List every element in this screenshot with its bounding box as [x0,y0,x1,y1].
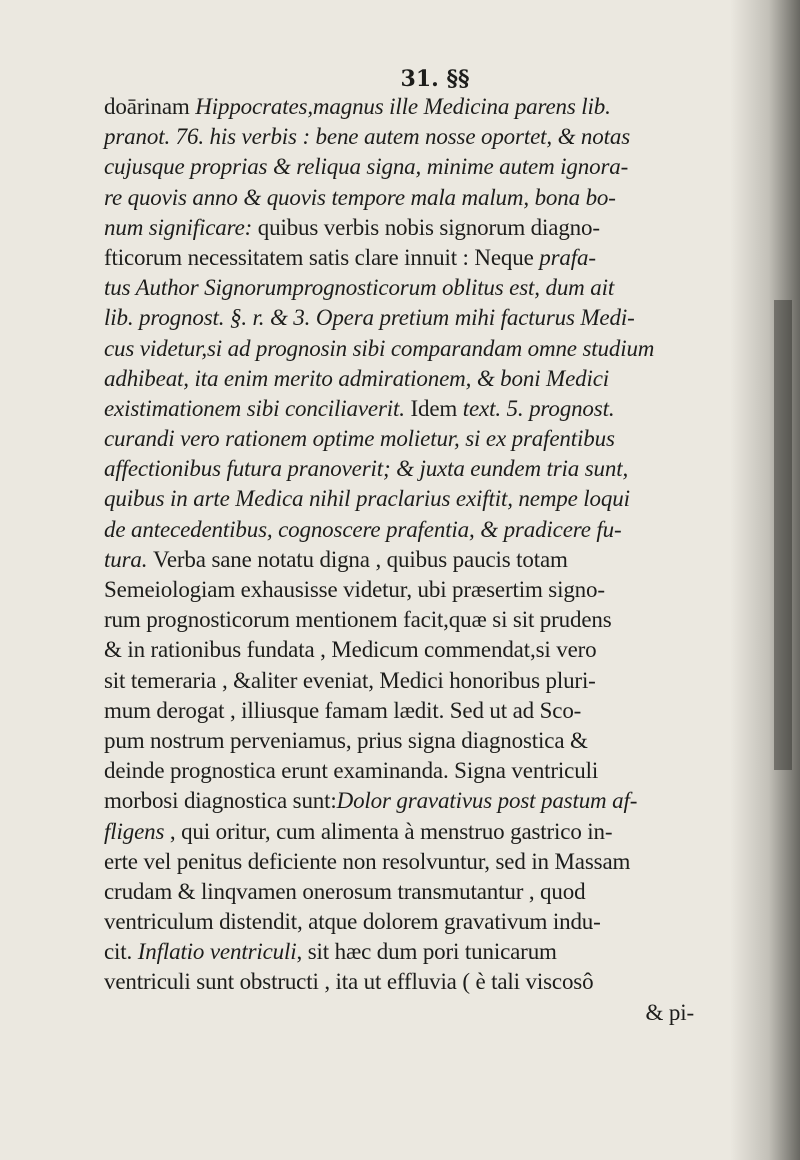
roman-segment: Semeiologiam exhausisse videtur, ubi præsertim signo- [104,577,605,602]
italic-segment: Dolor gravativus post pastum af- [336,788,638,814]
catchword: & pi- [645,999,694,1025]
text-line [104,817,734,847]
roman-segment: Idem [410,395,463,421]
roman-segment: fticorum necessitatem satis clare innuit : Neque [104,244,540,270]
italic-segment: fligens [104,818,165,844]
italic-segment: Hippocrates,magnus ille Medicina parens lib. [195,94,611,119]
text-line [104,394,734,424]
italic-segment: text. 5. prognost. [462,395,615,421]
text-line [104,122,734,152]
italic-segment: existimationem sibi conciliaverit. [104,395,411,421]
text-line [104,484,734,514]
text-line [104,334,734,364]
text-line [104,937,734,967]
binding-edge [774,300,792,770]
italic-segment: re quovis anno & quovis tempore mala malum, bona bo- [104,184,616,210]
text-line [104,454,734,484]
text-line [104,907,734,937]
text-line [104,605,734,635]
italic-segment: pranot. 76. his verbis : bene autem nosse oportet, & notas [104,124,631,150]
page-header: 31. §§ [400,66,470,92]
text-line [104,364,734,394]
italic-segment: curandi vero rationem optime molietur, si ex prafentibus [104,426,615,452]
text-line [104,967,734,997]
italic-segment: lib. prognost. §. r. & 3. Opera pretium mihi facturus Medi- [104,305,635,331]
italic-segment: adhibeat, ita enim merito admirationem, & boni Medici [104,365,610,391]
italic-segment: de antecedentibus, cognoscere prafentia, & pradicere fu- [104,516,622,542]
text-line [104,635,734,665]
text-line [104,545,734,575]
roman-segment: & in rationibus fundata , Medicum commendat,si vero [104,637,597,663]
roman-segment: morbosi diagnostica sunt: [104,788,337,814]
text-line [104,786,734,816]
roman-segment: doārinam [104,94,196,119]
text-line [104,213,734,243]
text-line [104,152,734,182]
roman-segment: cit. [104,939,138,965]
text-line [104,243,734,273]
text-line [104,756,734,786]
italic-segment: prafa- [539,244,596,270]
text-line [104,183,734,213]
text-line [104,696,734,726]
text-line [104,92,734,122]
italic-segment: tus Author Signorumprognosticorum oblitus est, dum ait [104,275,615,301]
italic-segment: affectionibus futura pranoverit; & juxta eundem tria sunt, [104,456,629,482]
text-line [104,877,734,907]
roman-segment: , qui oritur, cum alimenta à menstruo gastrico in- [164,818,613,844]
roman-segment: quibus verbis nobis signorum diagno- [257,214,600,240]
roman-segment: pum nostrum perveniamus, prius signa diagnostica & [104,727,588,753]
roman-segment: deinde prognostica erunt examinanda. Signa ventriculi [104,758,599,784]
text-line [104,515,734,545]
italic-segment: cujusque proprias & reliqua signa, minime autem ignora- [104,154,629,180]
roman-segment: Verba sane notatu digna , quibus paucis totam [152,546,568,572]
roman-segment: crudam & linqvamen onerosum transmutantur , quod [104,878,586,904]
italic-segment: num significare: [104,214,258,240]
body-text [104,92,734,1028]
text-line [104,273,734,303]
italic-segment: quibus in arte Medica nihil praclarius exiftit, nempe loqui [104,486,630,512]
roman-segment: ventriculi sunt obstructi , ita ut effluvia ( è tali viscosô [104,969,594,995]
text-line [104,424,734,454]
italic-segment: tura. [104,546,153,572]
text-line [104,847,734,877]
roman-segment: ventriculum distendit, atque dolorem gravativum indu- [104,909,601,935]
italic-segment: cus videtur,si ad prognosin sibi comparandam omne studium [104,335,655,361]
roman-segment: mum derogat , illiusque famam lædit. Sed ut ad Sco- [104,697,582,723]
text-line [104,575,734,605]
roman-segment: erte vel penitus deficiente non resolvuntur, sed in Massam [104,848,631,874]
text-line [104,666,734,696]
text-line [104,726,734,756]
roman-segment: rum prognosticorum mentionem facit,quæ si sit prudens [104,607,612,633]
roman-segment: , sit hæc dum pori tunicarum [296,939,557,965]
roman-segment: sit temeraria , &aliter eveniat, Medici honoribus pluri- [104,667,596,693]
italic-segment: Inflatio ventriculi [137,939,297,965]
text-line [104,303,734,333]
